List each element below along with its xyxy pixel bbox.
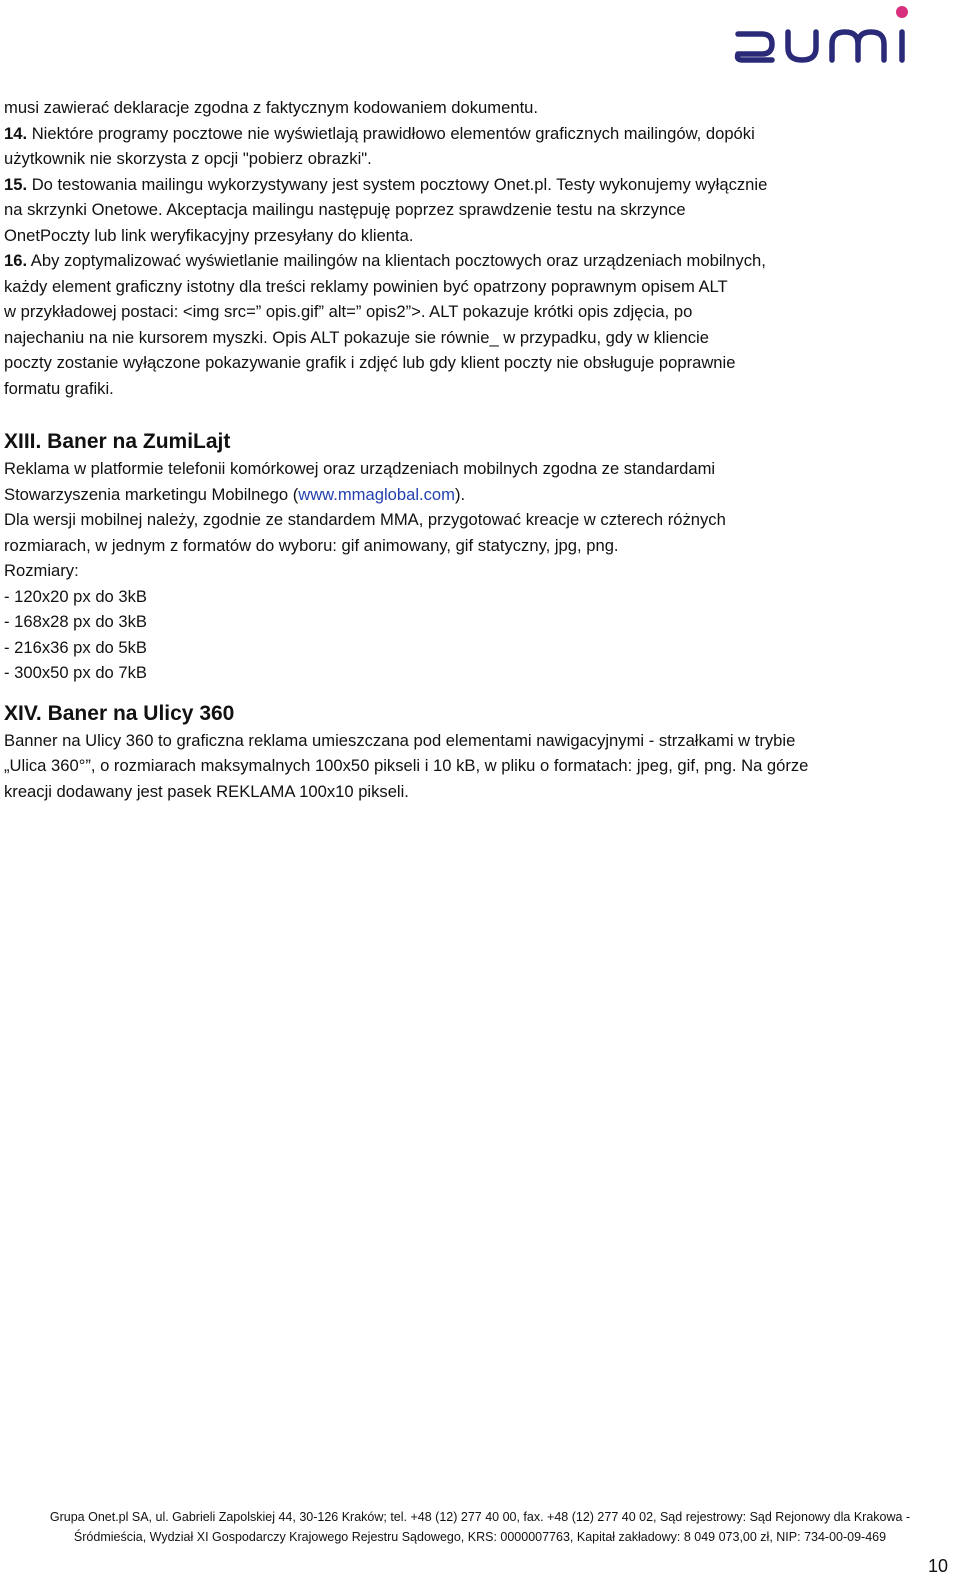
item-16 <box>4 248 954 274</box>
item-16-cont: formatu grafiki. <box>4 378 114 398</box>
item-14-cont: użytkownik nie skorzysta z opcji "pobierz obrazki". <box>4 149 372 168</box>
sizes-label: Rozmiary: <box>4 561 79 580</box>
item-16-text: Aby zoptymalizować wyświetlanie mailingów na klientach pocztowych oraz urządzeniach mobilnych, <box>27 251 766 270</box>
item-number: 14. <box>4 123 28 143</box>
text-span: ). <box>454 484 466 504</box>
section-xiv-text: „Ulica 360°”, o rozmiarach maksymalnych 100x50 pikseli i 10 kB, w pliku o formatach: jpeg, gif, png. Na górze <box>4 756 809 775</box>
section-xiv-text: kreacji dodawany jest pasek REKLAMA 100x10 pikseli. <box>4 781 409 801</box>
document-body <box>4 95 954 804</box>
item-16-cont: najechaniu na nie kursorem myszki. Opis ALT pokazuje sie równie_ w przypadku, gdy w kliencie <box>4 327 709 347</box>
item-15-text: Do testowania mailingu wykorzystywany jest system pocztowy Onet.pl. Testy wykonujemy wyłącznie <box>27 174 768 194</box>
item-16-cont: poczty zostanie wyłączone pokazywanie grafik i zdjęć lub gdy klient poczty nie obsługuje poprawnie <box>4 353 736 372</box>
item-16-cont: każdy element graficzny istotny dla treści reklamy powinien być opatrzony poprawnym opisem ALT <box>4 276 728 296</box>
footer-line: Śródmieścia, Wydział XI Gospodarczy Krajowego Rejestru Sądowego, KRS: 0000007763, Kapitał zakładowy: 8 049 073,00 zł, NIP: 734-00-09-469 <box>73 1530 887 1544</box>
page-number: 10 <box>927 1556 948 1576</box>
footer <box>0 1507 960 1547</box>
section-xiii-text: rozmiarach, w jednym z formatów do wyboru: gif animowany, gif statyczny, jpg, png. <box>4 535 619 555</box>
section-xiv-text: Banner na Ulicy 360 to graficzna reklama umieszczana pod elementami nawigacyjnymi - strzałkami w trybie <box>4 730 796 750</box>
item-number: 15. <box>4 174 28 194</box>
text-span: Stowarzyszenia marketingu Mobilnego ( <box>4 484 299 504</box>
item-number: 16. <box>4 251 28 270</box>
section-heading-xiv: XIV. Baner na Ulicy 360 <box>4 701 235 725</box>
logo-text: zumi <box>728 0 731 1</box>
item-15-cont: OnetPoczty lub link weryfikacyjny przesyłany do klienta. <box>4 225 414 245</box>
size-item: - 120x20 px do 3kB <box>4 586 147 606</box>
size-item: - 216x36 px do 5kB <box>4 637 147 657</box>
item-15 <box>4 172 954 198</box>
size-item: - 300x50 px do 7kB <box>4 663 147 682</box>
section-xiii-text <box>4 482 954 508</box>
size-item: - 168x28 px do 3kB <box>4 612 147 631</box>
section-xiii-text: Dla wersji mobilnej należy, zgodnie ze standardem MMA, przygotować kreacje w czterech różnych <box>4 510 726 529</box>
section-heading-xiii: XIII. Baner na ZumiLajt <box>4 430 231 453</box>
mmaglobal-link[interactable]: www.mmaglobal.com <box>298 484 455 504</box>
item-14-text: Niektóre programy pocztowe nie wyświetlają prawidłowo elementów graficznych mailingów, dopóki <box>27 123 755 143</box>
item-14 <box>4 121 954 147</box>
zumi-logo <box>728 0 960 74</box>
section-xiii-text: Reklama w platformie telefonii komórkowej oraz urządzeniach mobilnych zgodna ze standardami <box>4 459 716 478</box>
item-15-cont: na skrzynki Onetowe. Akceptacja mailingu następuję poprzez sprawdzenie testu na skrzynce <box>4 200 686 219</box>
footer-line: Grupa Onet.pl SA, ul. Gabrieli Zapolskiej 44, 30-126 Kraków; tel. +48 (12) 277 40 00, fax. +48 (12) 277 40 02, Sąd rejestrowy: Sąd Rejonowy dla Krakowa - <box>49 1510 911 1524</box>
item-16-cont: w przykładowej postaci: <img src=” opis.gif” alt=” opis2”>. ALT pokazuje krótki opis zdjęcia, po <box>4 302 693 321</box>
paragraph-encoding: musi zawierać deklaracje zgodna z faktycznym kodowaniem dokumentu. <box>4 98 539 117</box>
